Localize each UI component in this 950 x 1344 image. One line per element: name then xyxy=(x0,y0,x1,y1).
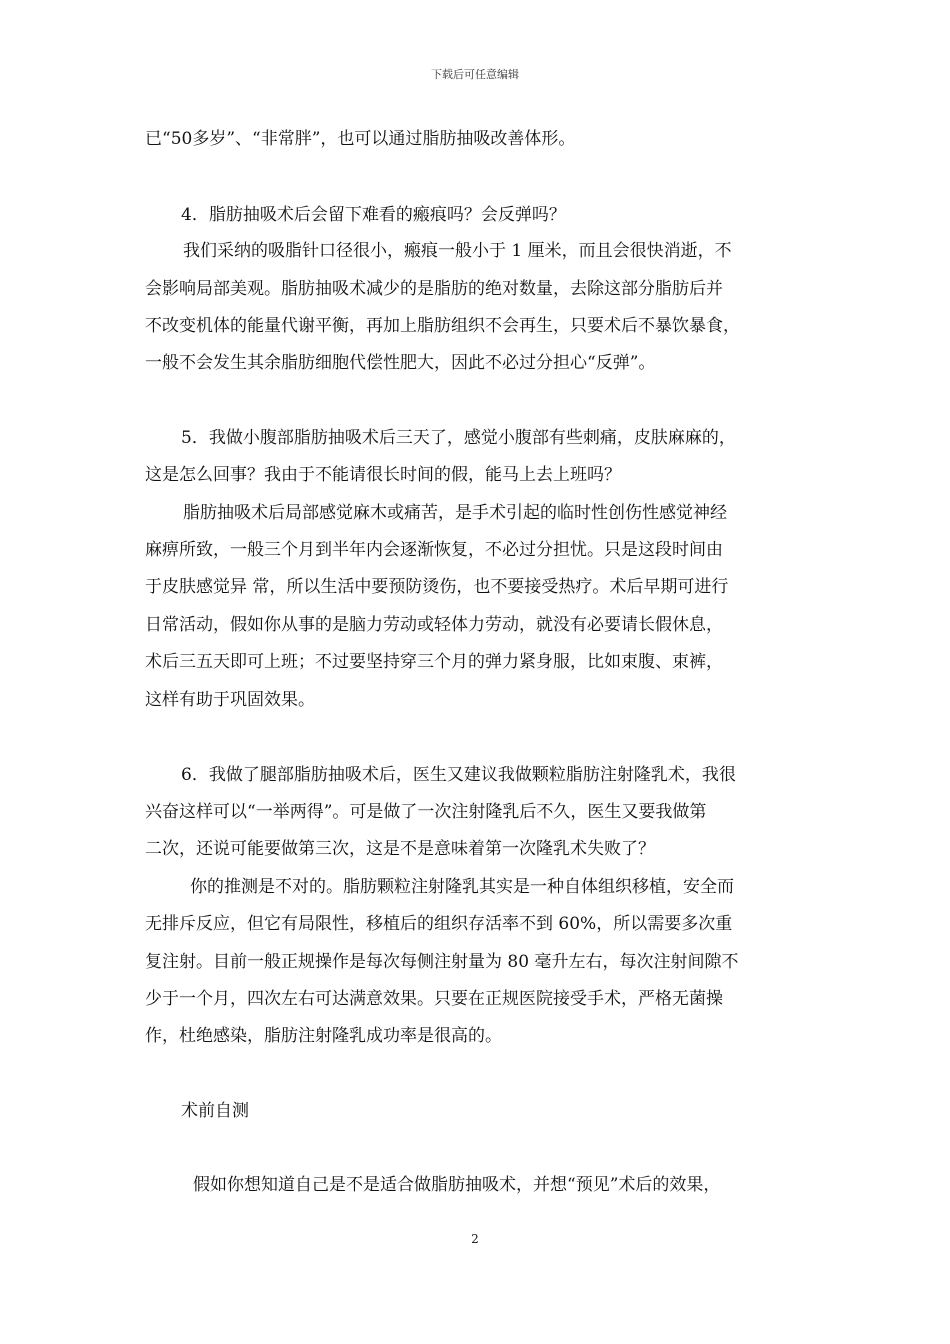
text-line: 已“50多岁”、“非常胖”，也可以通过脂肪抽吸改善体形。 xyxy=(145,129,576,149)
text-line: 日常活动，假如你从事的是脑力劳动或轻体力劳动，就没有必要请长假休息， xyxy=(145,615,723,635)
text-line: 脂肪抽吸术后局部感觉麻木或痛苦，是手术引起的临时性创伤性感觉神经 xyxy=(183,503,727,523)
question-heading: 4．脂肪抽吸术后会留下难看的瘢痕吗？会反弹吗？ xyxy=(181,205,566,225)
text-line: 不改变机体的能量代谢平衡，再加上脂肪组织不会再生，只要术后不暴饮暴食， xyxy=(145,316,740,336)
text-line: 术后三五天即可上班；不过要坚持穿三个月的弹力紧身服，比如束腹、束裤， xyxy=(145,652,723,672)
section-heading: 术前自测 xyxy=(181,1101,249,1121)
page-number: 2 xyxy=(471,1232,479,1246)
text-line: 复注射。目前一般正规操作是每次每侧注射量为 80 毫升左右，每次注射间隙不 xyxy=(145,952,739,972)
question-heading: 6．我做了腿部脂肪抽吸术后，医生又建议我做颗粒脂肪注射隆乳术，我很 xyxy=(181,765,736,785)
text-line: 无排斥反应，但它有局限性，移植后的组织存活率不到 60%，所以需要多次重 xyxy=(145,914,733,934)
question-heading: 5．我做小腹部脂肪抽吸术后三天了，感觉小腹部有些刺痛，皮肤麻麻的， xyxy=(181,428,736,448)
text-line: 作，杜绝感染，脂肪注射隆乳成功率是很高的。 xyxy=(145,1026,502,1046)
text-line: 一般不会发生其余脂肪细胞代偿性肥大，因此不必过分担心“反弹”。 xyxy=(145,353,656,373)
page-header: 下载后可任意编辑 xyxy=(431,68,519,81)
text-line: 这是怎么回事？我由于不能请很长时间的假，能马上去上班吗？ xyxy=(145,465,621,485)
text-line: 少于一个月，四次左右可达满意效果。只要在正规医院接受手术，严格无菌操 xyxy=(145,989,723,1009)
text-line: 兴奋这样可以“一举两得”。可是做了一次注射隆乳后不久，医生又要我做第 xyxy=(145,802,707,822)
text-line: 会影响局部美观。脂肪抽吸术减少的是脂肪的绝对数量，去除这部分脂肪后并 xyxy=(145,279,723,299)
text-line: 麻痹所致，一般三个月到半年内会逐渐恢复，不必过分担忧。只是这段时间由 xyxy=(145,540,723,560)
text-line: 于皮肤感觉异 常，所以生活中要预防烫伤，也不要接受热疗。术后早期可进行 xyxy=(145,577,729,597)
text-line: 我们采纳的吸脂针口径很小，瘢痕一般小于 1 厘米，而且会很快消逝，不 xyxy=(183,241,732,261)
text-line: 你的推测是不对的。脂肪颗粒注射隆乳其实是一种自体组织移植，安全而 xyxy=(190,877,734,897)
text-line: 二次，还说可能要做第三次，这是不是意味着第一次隆乳术失败了？ xyxy=(145,839,655,859)
text-line: 这样有助于巩固效果。 xyxy=(145,690,315,710)
text-line: 假如你想知道自己是不是适合做脂肪抽吸术，并想“预见”术后的效果， xyxy=(193,1175,721,1195)
